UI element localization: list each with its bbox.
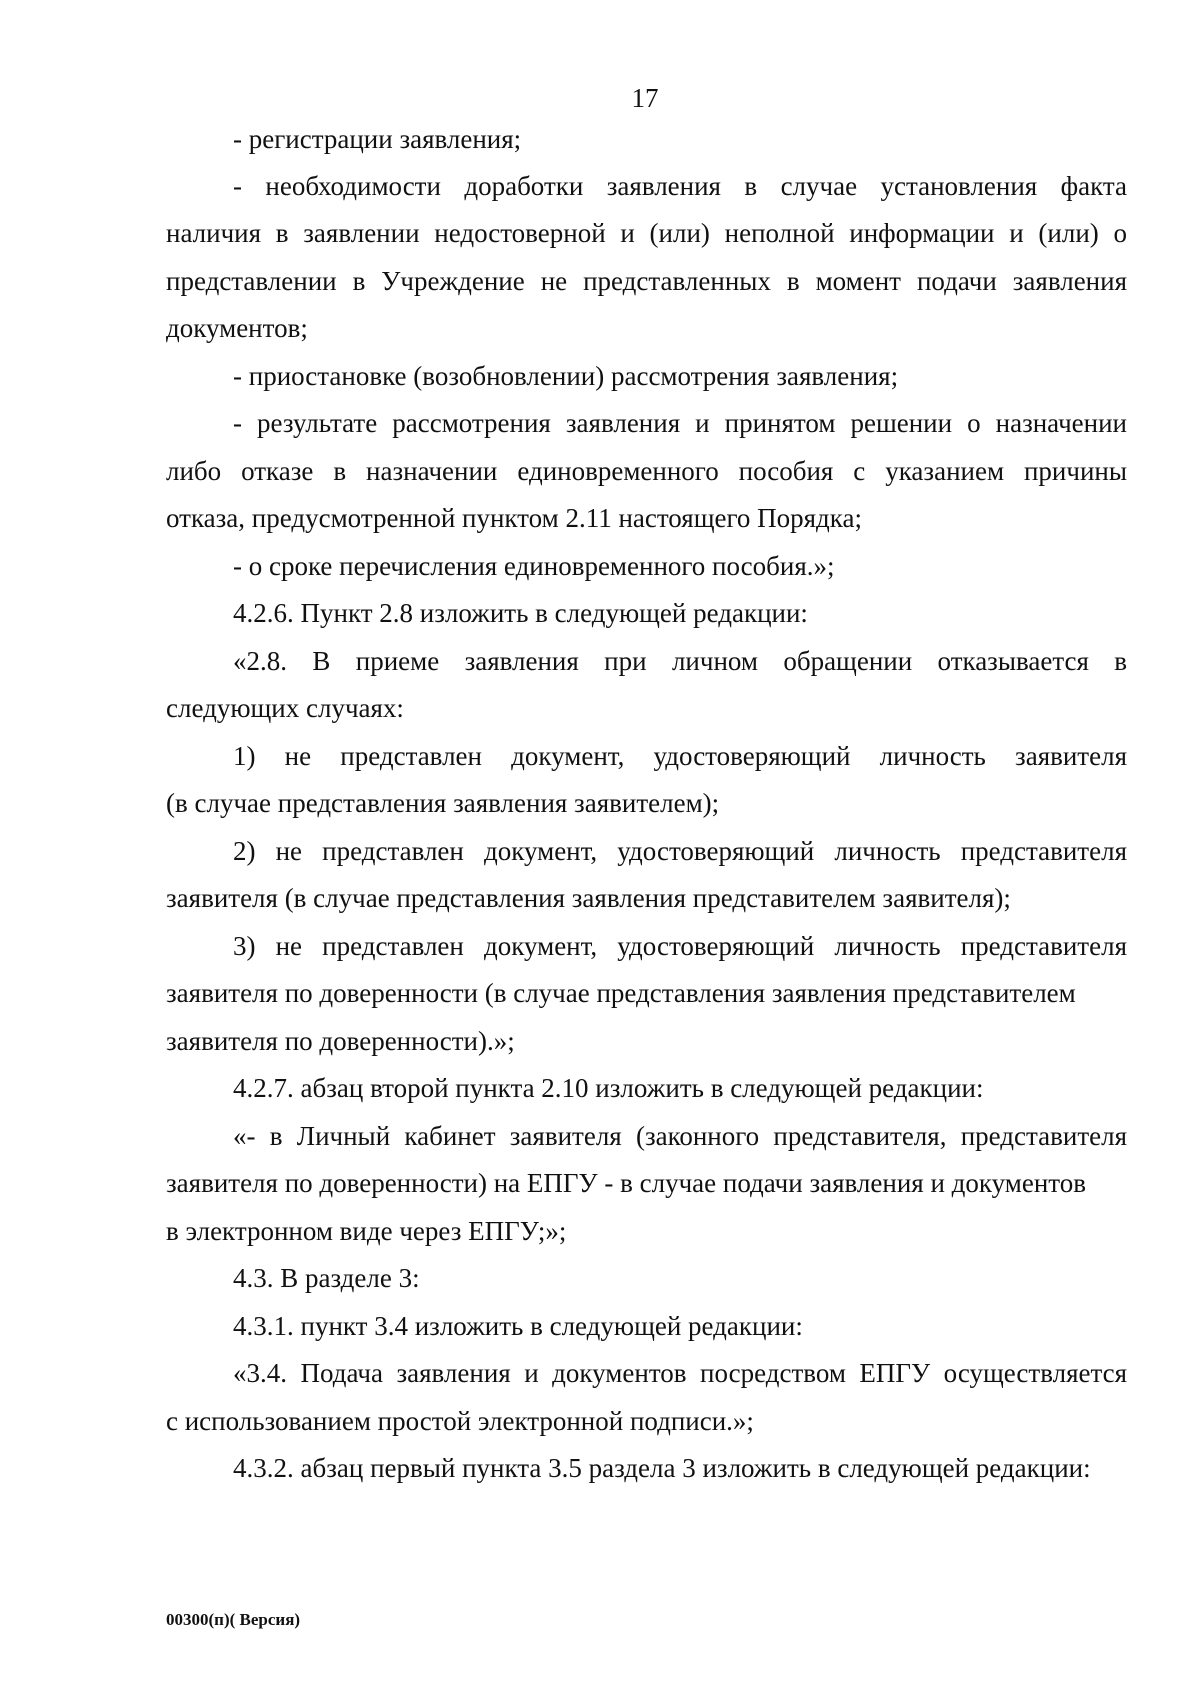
text-line: заявителя по доверенности).»;: [166, 1026, 515, 1056]
text-line: (в случае представления заявления заявителем);: [166, 788, 720, 818]
text-line: в электронном виде через ЕПГУ;»;: [166, 1216, 567, 1246]
text-line: - результате рассмотрения заявления и принятом решении о назначении: [233, 408, 1127, 438]
text-line: с использованием простой электронной подписи.»;: [166, 1406, 754, 1436]
text-line: отказа, предусмотренной пунктом 2.11 настоящего Порядка;: [166, 503, 862, 533]
text-line: 1) не представлен документ, удостоверяющий личность заявителя: [233, 741, 1127, 771]
text-line: - необходимости доработки заявления в случае установления факта: [233, 171, 1127, 201]
text-line: 2) не представлен документ, удостоверяющий личность представителя: [233, 836, 1127, 866]
text-line: «- в Личный кабинет заявителя (законного представителя, представителя: [233, 1121, 1127, 1151]
text-line: следующих случаях:: [166, 693, 404, 723]
text-line: - о сроке перечисления единовременного пособия.»;: [233, 551, 835, 581]
text-line: 4.3.2. абзац первый пункта 3.5 раздела 3 изложить в следующей редакции:: [233, 1453, 1091, 1483]
text-line: заявителя (в случае представления заявления представителем заявителя);: [166, 883, 1011, 913]
text-line: 3) не представлен документ, удостоверяющий личность представителя: [233, 931, 1127, 961]
text-line: 4.3.1. пункт 3.4 изложить в следующей редакции:: [233, 1311, 803, 1341]
text-line: - регистрации заявления;: [233, 124, 522, 154]
text-line: представлении в Учреждение не представленных в момент подачи заявления: [166, 266, 1127, 296]
document-footer-code: 00300(п)( Версия): [166, 1610, 301, 1629]
text-line: документов;: [166, 313, 308, 343]
page-number: 17: [631, 83, 659, 113]
text-line: «3.4. Подача заявления и документов посредством ЕПГУ осуществляется: [233, 1358, 1127, 1388]
text-line: - приостановке (возобновлении) рассмотрения заявления;: [233, 361, 899, 391]
text-line: 4.2.6. Пункт 2.8 изложить в следующей редакции:: [233, 598, 808, 628]
text-line: «2.8. В приеме заявления при личном обращении отказывается в: [233, 646, 1127, 676]
text-line: наличия в заявлении недостоверной и (или) неполной информации и (или) о: [166, 218, 1127, 248]
text-line: заявителя по доверенности (в случае представления заявления представителем: [166, 978, 1076, 1008]
text-line: 4.3. В разделе 3:: [233, 1263, 420, 1293]
text-line: заявителя по доверенности) на ЕПГУ - в случае подачи заявления и документов: [166, 1168, 1086, 1198]
text-line: 4.2.7. абзац второй пункта 2.10 изложить в следующей редакции:: [233, 1073, 984, 1103]
text-line: либо отказе в назначении единовременного пособия с указанием причины: [166, 456, 1127, 486]
